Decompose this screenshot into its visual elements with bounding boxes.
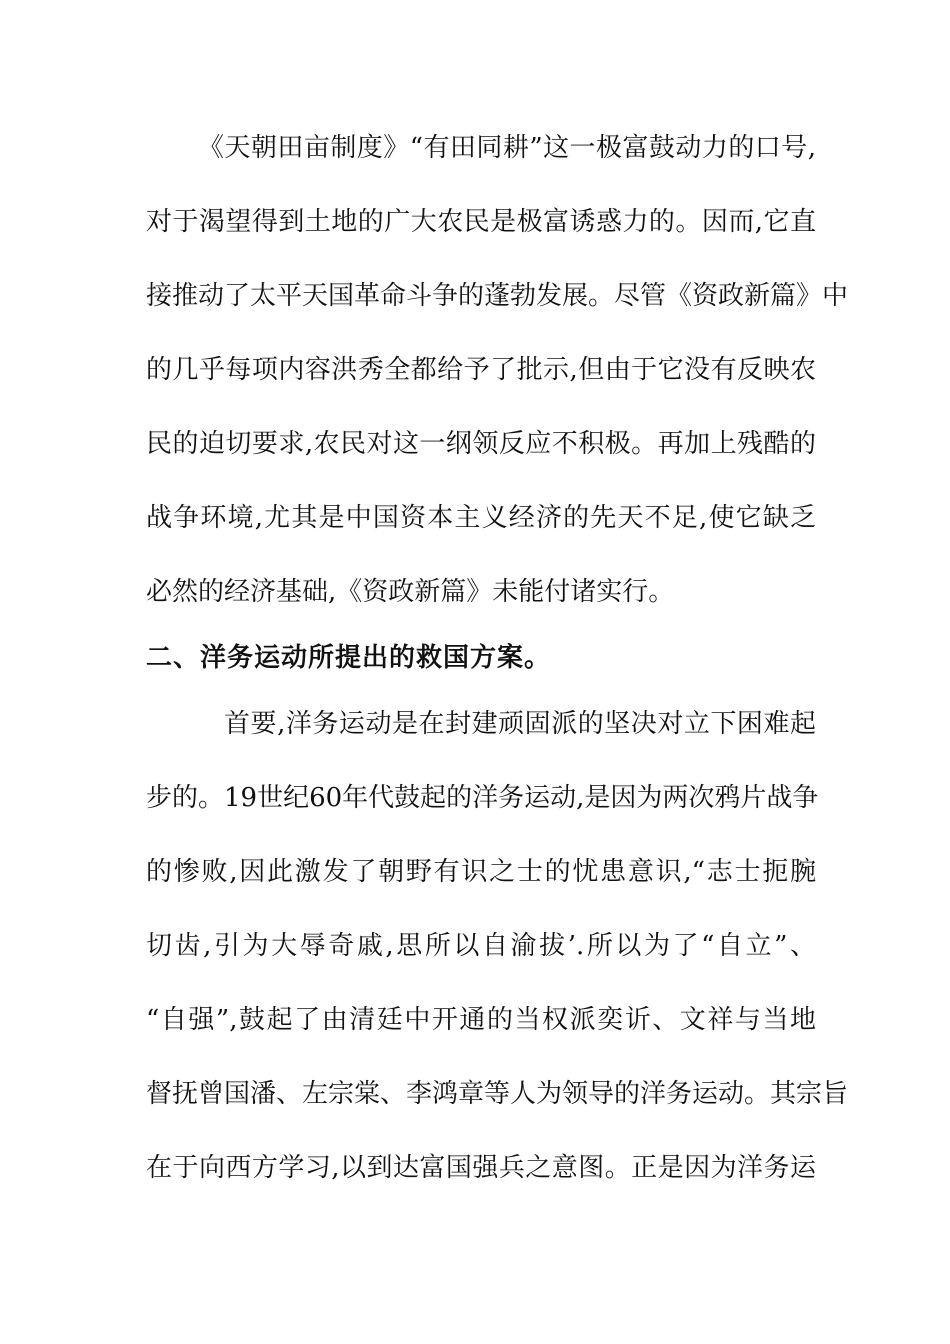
paragraph-2-line-5: “自强”,鼓起了由清廷中开通的当权派奕䜣、文祥与当地 bbox=[146, 1005, 816, 1035]
paragraph-2-line-2: 步的。19世纪60年代鼓起的洋务运动,是因为两次鸦片战争 bbox=[146, 783, 819, 813]
paragraph-1-line-4: 的几乎每项内容洪秀全都给予了批示,但由于它没有反映农 bbox=[146, 355, 816, 385]
paragraph-2-line-7: 在于向西方学习,以到达富国强兵之意图。正是因为洋务运 bbox=[146, 1153, 816, 1183]
paragraph-1-line-3: 接推动了太平天国革命斗争的蓬勃发展。尽管《资政新篇》中 bbox=[146, 281, 849, 311]
paragraph-1-line-1: 《天朝田亩制度》“有田同耕”这一极富鼓动力的口号, bbox=[198, 133, 816, 163]
paragraph-2-line-3: 的惨败,因此激发了朝野有识之士的忧患意识,“志士扼腕 bbox=[146, 857, 816, 887]
paragraph-2-line-6: 督抚曾国潘、左宗棠、李鸿章等人为领导的洋务运动。其宗旨 bbox=[146, 1079, 849, 1109]
section-heading: 二、洋务运动所提出的救国方案。 bbox=[146, 643, 552, 673]
paragraph-1-line-7: 必然的经济基础,《资政新篇》未能付诸实行。 bbox=[146, 577, 675, 607]
paragraph-1-line-6: 战争环境,尤其是中国资本主义经济的先天不足,使它缺乏 bbox=[146, 503, 816, 533]
paragraph-1-line-2: 对于渴望得到土地的广大农民是极富诱惑力的。因而,它直 bbox=[146, 207, 816, 237]
paragraph-2-line-4: 切齿,引为大辱奇戚,思所以自渝拔’.所以为了“自立”、 bbox=[146, 931, 816, 961]
paragraph-2-line-1: 首要,洋务运动是在封建顽固派的坚决对立下困难起 bbox=[224, 709, 816, 739]
paragraph-1-line-5: 民的迫切要求,农民对这一纲领反应不积极。再加上残酷的 bbox=[146, 429, 816, 459]
